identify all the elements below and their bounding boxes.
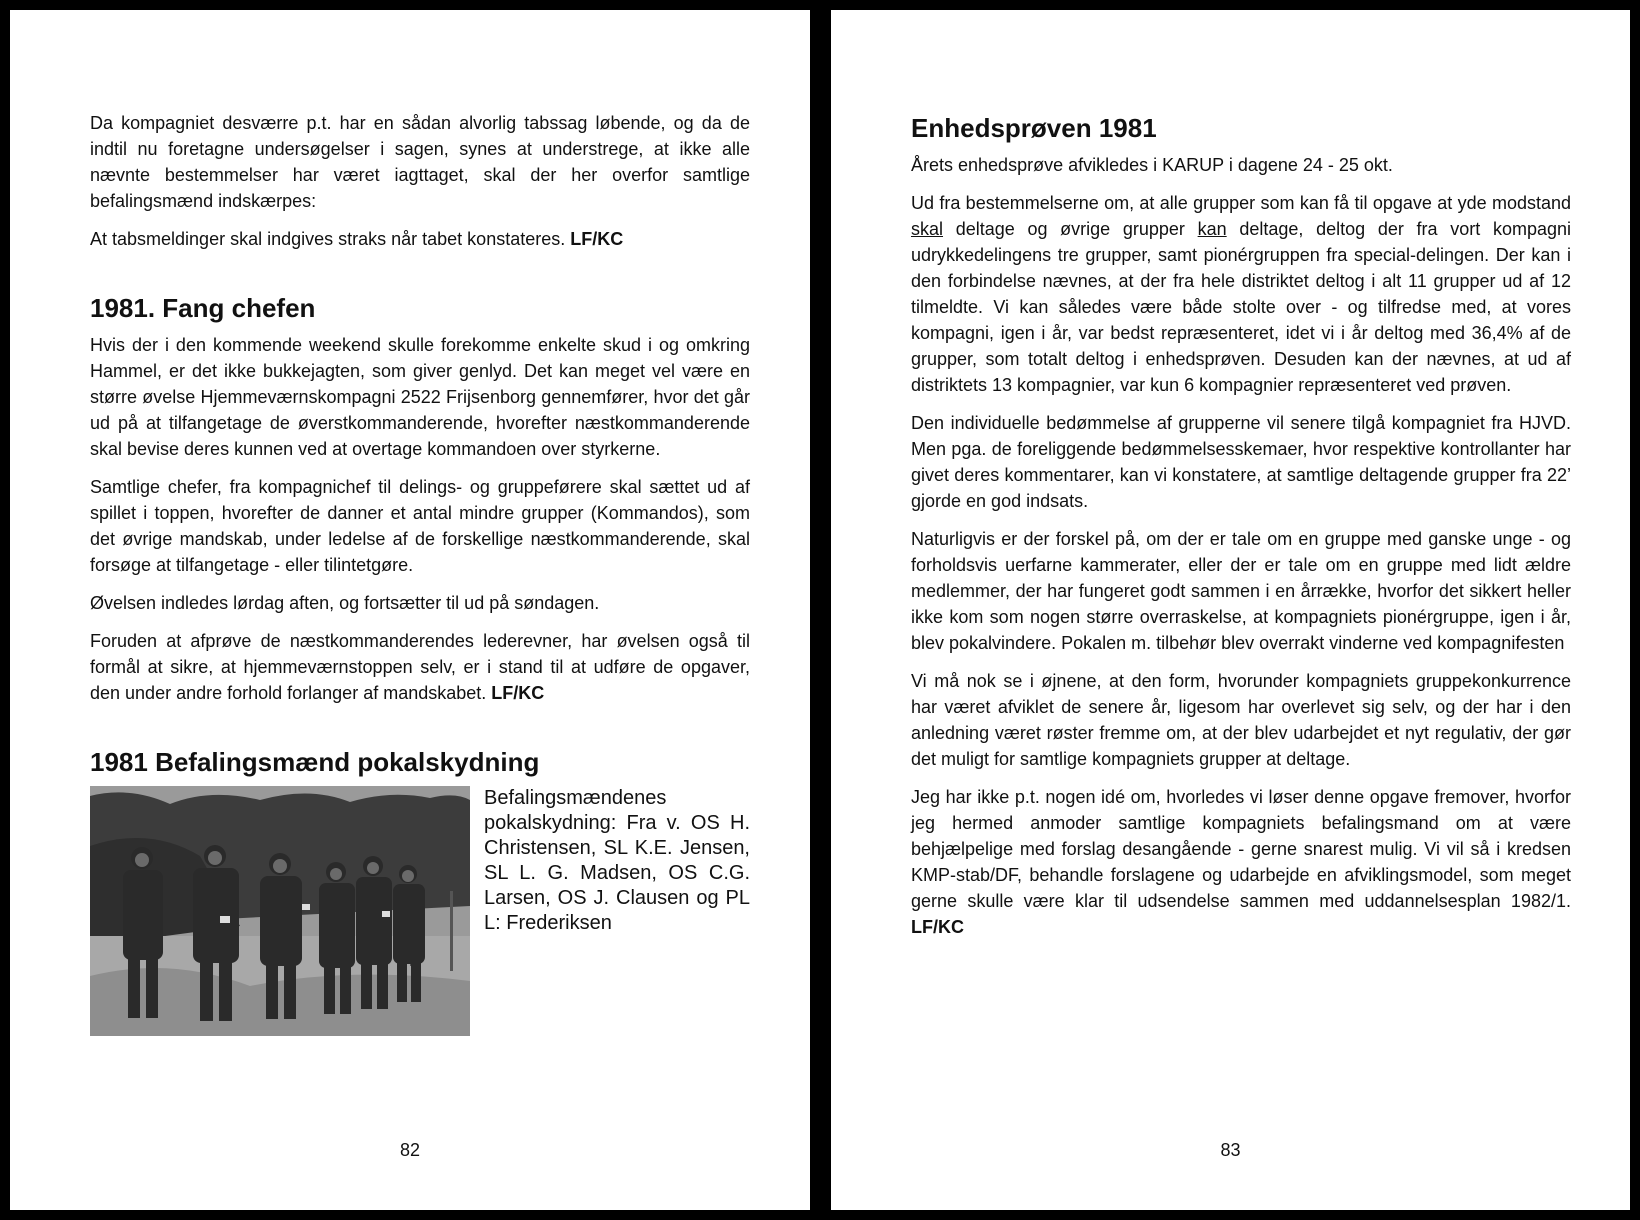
signature: LF/KC — [570, 229, 624, 249]
photo-with-caption — [90, 786, 750, 1036]
heading-enhedsproven: Enhedsprøven 1981 — [911, 113, 1157, 143]
left-page-content — [90, 110, 750, 1036]
page-number: 82 — [399, 1140, 421, 1160]
left-page — [10, 10, 810, 1210]
paragraph: Jeg har ikke p.t. nogen idé om, hvorledes vi løser denne opgave fremover, hvorfor jeg hermed anmoder samtlige kompagniets befalingsmand om at være behjælpelige med forslag desangående - gerne snarest mulig. Vi vil så i kredsen KMP-stab/DF, behandle forslagene og udarbejde en afviklingsmodel, som meget gerne skulle være klar til udsendelse sammen med uddannelsesplan 1982/1. LF/KC — [911, 787, 1571, 937]
right-page-content — [911, 110, 1571, 952]
paragraph: Hvis der i den kommende weekend skulle forekomme enkelte skud i og omkring Hammel, er det ikke bukkejagten, som giver genlyd. Det kan meget vel være en større øvelse Hjemmeværnskompagni 2522 Frijsenborg gennemfører, hvor det går ud på at tilfangetage de øverstkommanderende, hvorefter næstkommanderende skal bevise deres kunnen ved at overtage kommandoen over styrkerne. — [90, 335, 750, 459]
paragraph: Øvelsen indledes lørdag aften, og fortsætter til ud på søndagen. — [90, 593, 600, 613]
paragraph: Samtlige chefer, fra kompagnichef til delings- og gruppeførere skal sættet ud af spillet i toppen, hvorefter de danner et antal mindre grupper (Kommandos), som det øvrige mandskab, under ledelse af de forskellige næstkommanderende, skal forsøge at tilfangetage - eller tilintetgøre. — [90, 477, 750, 575]
page-number: 83 — [1220, 1140, 1241, 1160]
signature: LF/KC — [491, 683, 545, 703]
paragraph: Foruden at afprøve de næstkommanderendes lederevner, har øvelsen også til formål at sikre, at hjemmeværnstoppen selv, er i stand til at udføre de opgaver, den under andre forhold forlanger af mandskabet. LF/KC — [90, 631, 750, 703]
paragraph: Vi må nok se i øjnene, at den form, hvorunder kompagniets gruppekonkurrence har været afviklet de senere år, ligesom har overlevet sig selv, og der har i den anledning været røster fremme om, at der blev udarbejdet et nyt regulativ, der gør det muligt for samtlige kompagniets grupper at deltage. — [911, 671, 1571, 769]
paragraph: At tabsmeldinger skal indgives straks når tabet konstateres. LF/KC — [90, 229, 624, 249]
signature: LF/KC — [911, 917, 964, 937]
right-page — [831, 10, 1630, 1210]
paragraph: Årets enhedsprøve afvikledes i KARUP i dagene 24 - 25 okt. — [911, 155, 1393, 175]
paragraph: Naturligvis er der forskel på, om der er tale om en gruppe med ganske unge - og forholdsvis uerfarne kammerater, eller der er tale om en gruppe med lidt ældre medlemmer, der har fungeret godt sammen i en årrække, hvorfor det sikkert heller ikke kom som nogen større overraskelse, at kompagniets pionérgruppe, igen i år, blev pokalvindere. Pokalen m. tilbehør blev overrakt vinderne ved kompagnifesten — [911, 529, 1571, 653]
paragraph: Den individuelle bedømmelse af grupperne vil senere tilgå kompagniet fra HJVD. Men pga. de foreliggende bedømmelsesskemaer, hvor respektive kontrollanter har givet deres kommentarer, kan vi konstatere, at samtlige deltagende grupper fra 22’ gjorde en god indsats. — [911, 413, 1571, 511]
heading-pokalskydning: 1981 Befalingsmænd pokalskydning — [90, 747, 540, 777]
underlined-word: kan — [1197, 219, 1227, 239]
paragraph: Da kompagniet desværre p.t. har en sådan alvorlig tabssag løbende, og da de indtil nu foretagne undersøgelser i sagen, synes at understrege, at ikke alle nævnte bestemmelser har været iagttaget, skal der her overfor samtlige befalingsmænd indskærpes: — [90, 113, 750, 211]
group-photo — [90, 786, 470, 1036]
paragraph: Ud fra bestemmelserne om, at alle grupper som kan få til opgave at yde modstand skal deltage og øvrige grupper kan deltage, deltog der fra vort kompagni udrykkedelingens tre grupper, samt pionérgruppen fra special-delingen. Der kan i den forbindelse nævnes, at der fra hele distriktet deltog i alt 11 grupper ud af 12 tilmeldte. Vi kan således være både stolte over - og tilfredse med, at vores kompagni, igen i år, var bedst repræsenteret, idet vi i år deltog med 36,4% af de grupper, som totalt deltog i enhedsprøven. Desuden kan der nævnes, at ud af distriktets 13 kompagnier, var kun 6 kompagnier repræsenteret ved prøven. — [911, 193, 1571, 395]
photo-caption: Befalingsmændenes pokalskydning: Fra v. OS H. Christensen, SL K.E. Jensen, SL L. G. Madsen, OS C.G. Larsen, OS J. Clausen og PL L: Frederiksen — [484, 787, 750, 934]
underlined-word: skal — [911, 219, 944, 239]
heading-fang-chefen: 1981. Fang chefen — [90, 293, 316, 323]
